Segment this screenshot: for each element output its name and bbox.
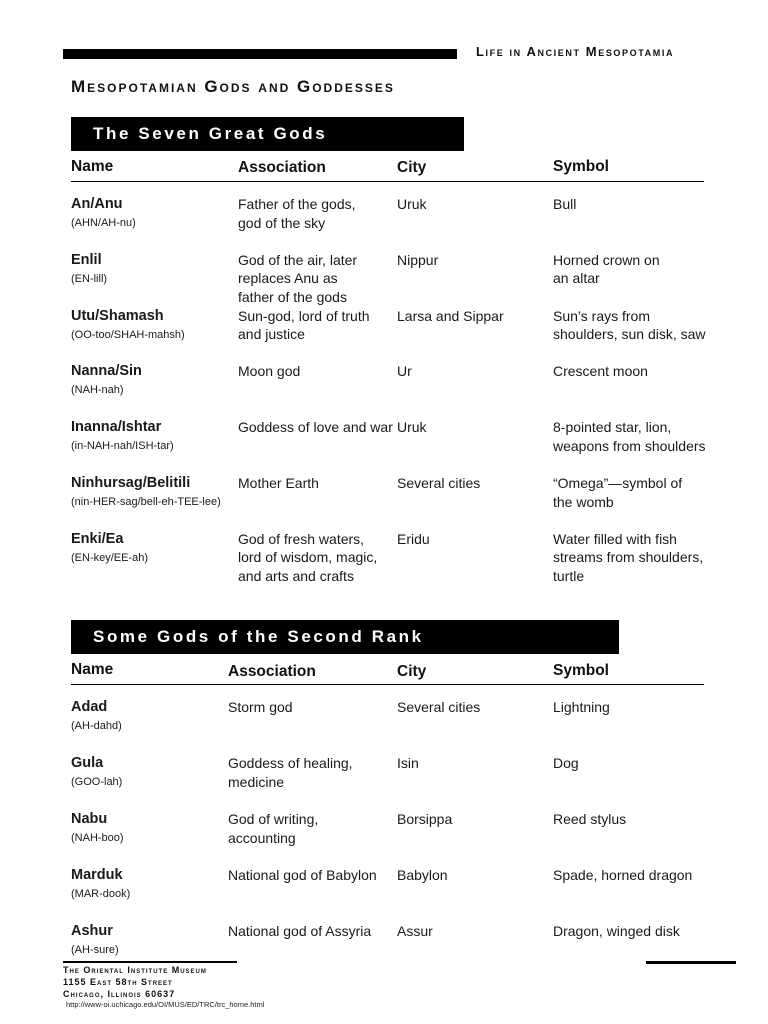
association-cell: National god of Assyria <box>228 923 372 939</box>
city-cell: Ur <box>397 363 412 380</box>
association-cell: National god of Babylon <box>228 867 377 883</box>
city-cell: Borsippa <box>397 811 453 827</box>
symbol-cell: Bull <box>553 196 577 212</box>
symbol-cell: Water filled with fish streams from shoulders, turtle <box>553 530 704 584</box>
section-banner-second-rank: Some Gods of the Second Rank <box>71 620 619 654</box>
god-name-cell <box>71 810 124 846</box>
city-cell: Eridu <box>397 530 430 547</box>
god-name: Ninhursag/Belitili <box>71 475 191 491</box>
god-name-cell <box>71 922 119 958</box>
city-cell: Isin <box>397 755 419 771</box>
symbol-cell: Dog <box>553 755 579 771</box>
col-header-association: Association <box>238 159 326 176</box>
association-cell: Sun-god, lord of truth and justice <box>238 307 370 343</box>
god-name-cell <box>71 251 107 287</box>
col-header-name: Name <box>71 158 114 175</box>
col-header-name: Name <box>71 661 114 678</box>
col-header-city: City <box>397 159 427 176</box>
pronunciation: (AH-dahd) <box>71 720 122 732</box>
footer-institution: The Oriental Institute Museum <box>63 965 207 975</box>
pronunciation: (NAH-boo) <box>71 832 124 844</box>
section-banner-seven-great-gods: The Seven Great Gods <box>71 117 464 151</box>
city-cell: Nippur <box>397 251 439 268</box>
city-cell: Uruk <box>397 419 427 436</box>
association-cell: Mother Earth <box>238 475 319 491</box>
god-name-cell <box>71 698 122 734</box>
city-cell: Several cities <box>397 699 481 715</box>
god-name-cell <box>71 307 185 343</box>
city-cell: Assur <box>397 923 433 939</box>
running-title: Life in Ancient Mesopotamia <box>476 44 675 59</box>
pronunciation: (OO-too/SHAH-mahsh) <box>71 328 185 341</box>
footer-street: 1155 East 58th Street <box>63 977 173 987</box>
pronunciation: (EN-key/EE-ah) <box>71 551 149 564</box>
symbol-cell: Reed stylus <box>553 811 627 827</box>
association-cell: God of writing, accounting <box>228 811 319 846</box>
col-header-symbol: Symbol <box>553 158 609 175</box>
city-cell: Uruk <box>397 196 427 212</box>
association-cell: Father of the gods, god of the sky <box>238 196 356 231</box>
footer-rule-left <box>63 961 237 963</box>
symbol-cell: Dragon, winged disk <box>553 923 680 939</box>
god-name-cell <box>71 474 221 510</box>
association-cell: Moon god <box>238 363 301 380</box>
god-name: Utu/Shamash <box>71 307 164 324</box>
god-name: Inanna/Ishtar <box>71 419 162 436</box>
god-name: Enki/Ea <box>71 530 124 547</box>
god-name: Marduk <box>71 867 123 883</box>
pronunciation: (EN-lill) <box>71 272 108 285</box>
symbol-cell: Spade, horned dragon <box>553 867 693 883</box>
god-name: Gula <box>71 755 104 771</box>
symbol-cell: Horned crown on an altar <box>553 251 660 287</box>
god-name-cell <box>71 362 142 398</box>
city-cell: Larsa and Sippar <box>397 307 504 324</box>
table-header-rule <box>71 684 704 685</box>
association-cell: God of the air, later replaces Anu as father of the gods <box>238 251 358 305</box>
god-name-cell <box>71 530 148 566</box>
god-name: Nanna/Sin <box>71 363 142 380</box>
city-cell: Several cities <box>397 475 481 491</box>
footer-url: http://www-oi.uchicago.edu/OI/MUS/ED/TRC/trc_home.html <box>66 1000 265 1009</box>
god-name-cell <box>71 195 136 231</box>
pronunciation: (nin-HER-sag/bell-eh-TEE-lee) <box>71 496 221 508</box>
association-cell: Goddess of healing, medicine <box>228 755 353 790</box>
pronunciation: (AH-sure) <box>71 944 119 956</box>
col-header-city: City <box>397 663 427 680</box>
page-title: Mesopotamian Gods and Goddesses <box>71 77 395 96</box>
god-name-cell <box>71 418 174 454</box>
footer-rule-right <box>646 961 736 964</box>
symbol-cell: Sun’s rays from shoulders, sun disk, saw <box>553 307 706 343</box>
god-name: Ashur <box>71 923 113 939</box>
association-cell: Storm god <box>228 699 293 715</box>
pronunciation: (GOO-lah) <box>71 776 123 788</box>
god-name-cell <box>71 866 130 902</box>
association-cell: Goddess of love and war <box>238 419 393 436</box>
symbol-cell: 8-pointed star, lion, weapons from shoulders <box>553 419 706 454</box>
pronunciation: (NAH-nah) <box>71 384 124 397</box>
header-rule <box>63 49 457 59</box>
god-name: Enlil <box>71 251 102 268</box>
symbol-cell: Lightning <box>553 699 610 715</box>
footer-city: Chicago, Illinois 60637 <box>63 989 176 999</box>
god-name-cell <box>71 754 122 790</box>
col-header-symbol: Symbol <box>553 662 609 679</box>
city-cell: Babylon <box>397 867 448 883</box>
god-name: Adad <box>71 699 108 715</box>
pronunciation: (AHN/AH-nu) <box>71 217 136 229</box>
god-name: An/Anu <box>71 196 123 212</box>
god-name: Nabu <box>71 811 108 827</box>
symbol-cell: Crescent moon <box>553 363 648 380</box>
col-header-association: Association <box>228 663 316 680</box>
association-cell: God of fresh waters, lord of wisdom, magic, and arts and crafts <box>238 530 378 584</box>
table-header-rule <box>71 181 704 182</box>
symbol-cell: “Omega”—symbol of the womb <box>553 475 683 510</box>
pronunciation: (MAR-dook) <box>71 888 131 900</box>
pronunciation: (in-NAH-nah/ISH-tar) <box>71 440 174 453</box>
